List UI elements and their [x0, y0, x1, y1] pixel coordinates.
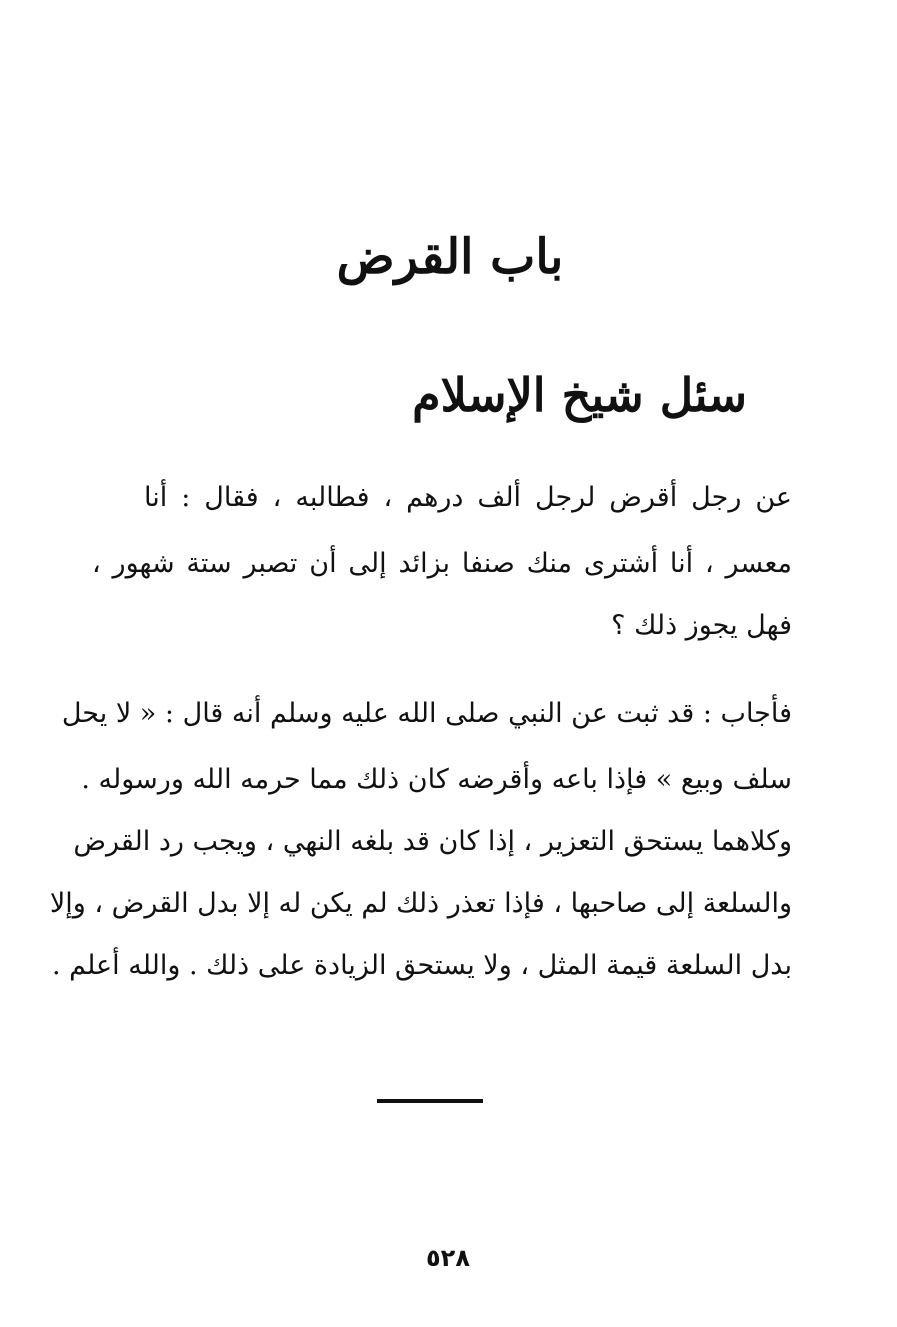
answer-line: وكلاهما يستحق التعزير ، إذا كان قد بلغه النهي ، ويجب رد القرض	[73, 826, 792, 857]
answer-line: سلف وبيع » فإذا باعه وأقرضه كان ذلك مما حرمه الله ورسوله .	[81, 764, 792, 795]
question-line: عن رجل أقرض لرجل ألف درهم ، فطالبه ، فقال : أنا	[144, 482, 792, 513]
answer-line: والسلعة إلى صاحبها ، فإذا تعذر ذلك لم يكن له إلا بدل القرض ، وإلا	[49, 888, 792, 919]
question-line: فهل يجوز ذلك ؟	[611, 610, 792, 641]
chapter-title: باب القرض	[336, 229, 564, 285]
question-heading: سئل شيخ الإسلام	[412, 368, 747, 422]
page-number: ٥٢٨	[426, 1244, 470, 1272]
answer-line: بدل السلعة قيمة المثل ، ولا يستحق الزيادة على ذلك . والله أعلم .	[51, 950, 792, 981]
question-line: معسر ، أنا أشترى منك صنفا بزائد إلى أن تصبر ستة شهور ،	[92, 548, 792, 579]
section-separator	[377, 1099, 483, 1103]
answer-line: فأجاب : قد ثبت عن النبي صلى الله عليه وسلم أنه قال : « لا يحل	[61, 698, 792, 729]
